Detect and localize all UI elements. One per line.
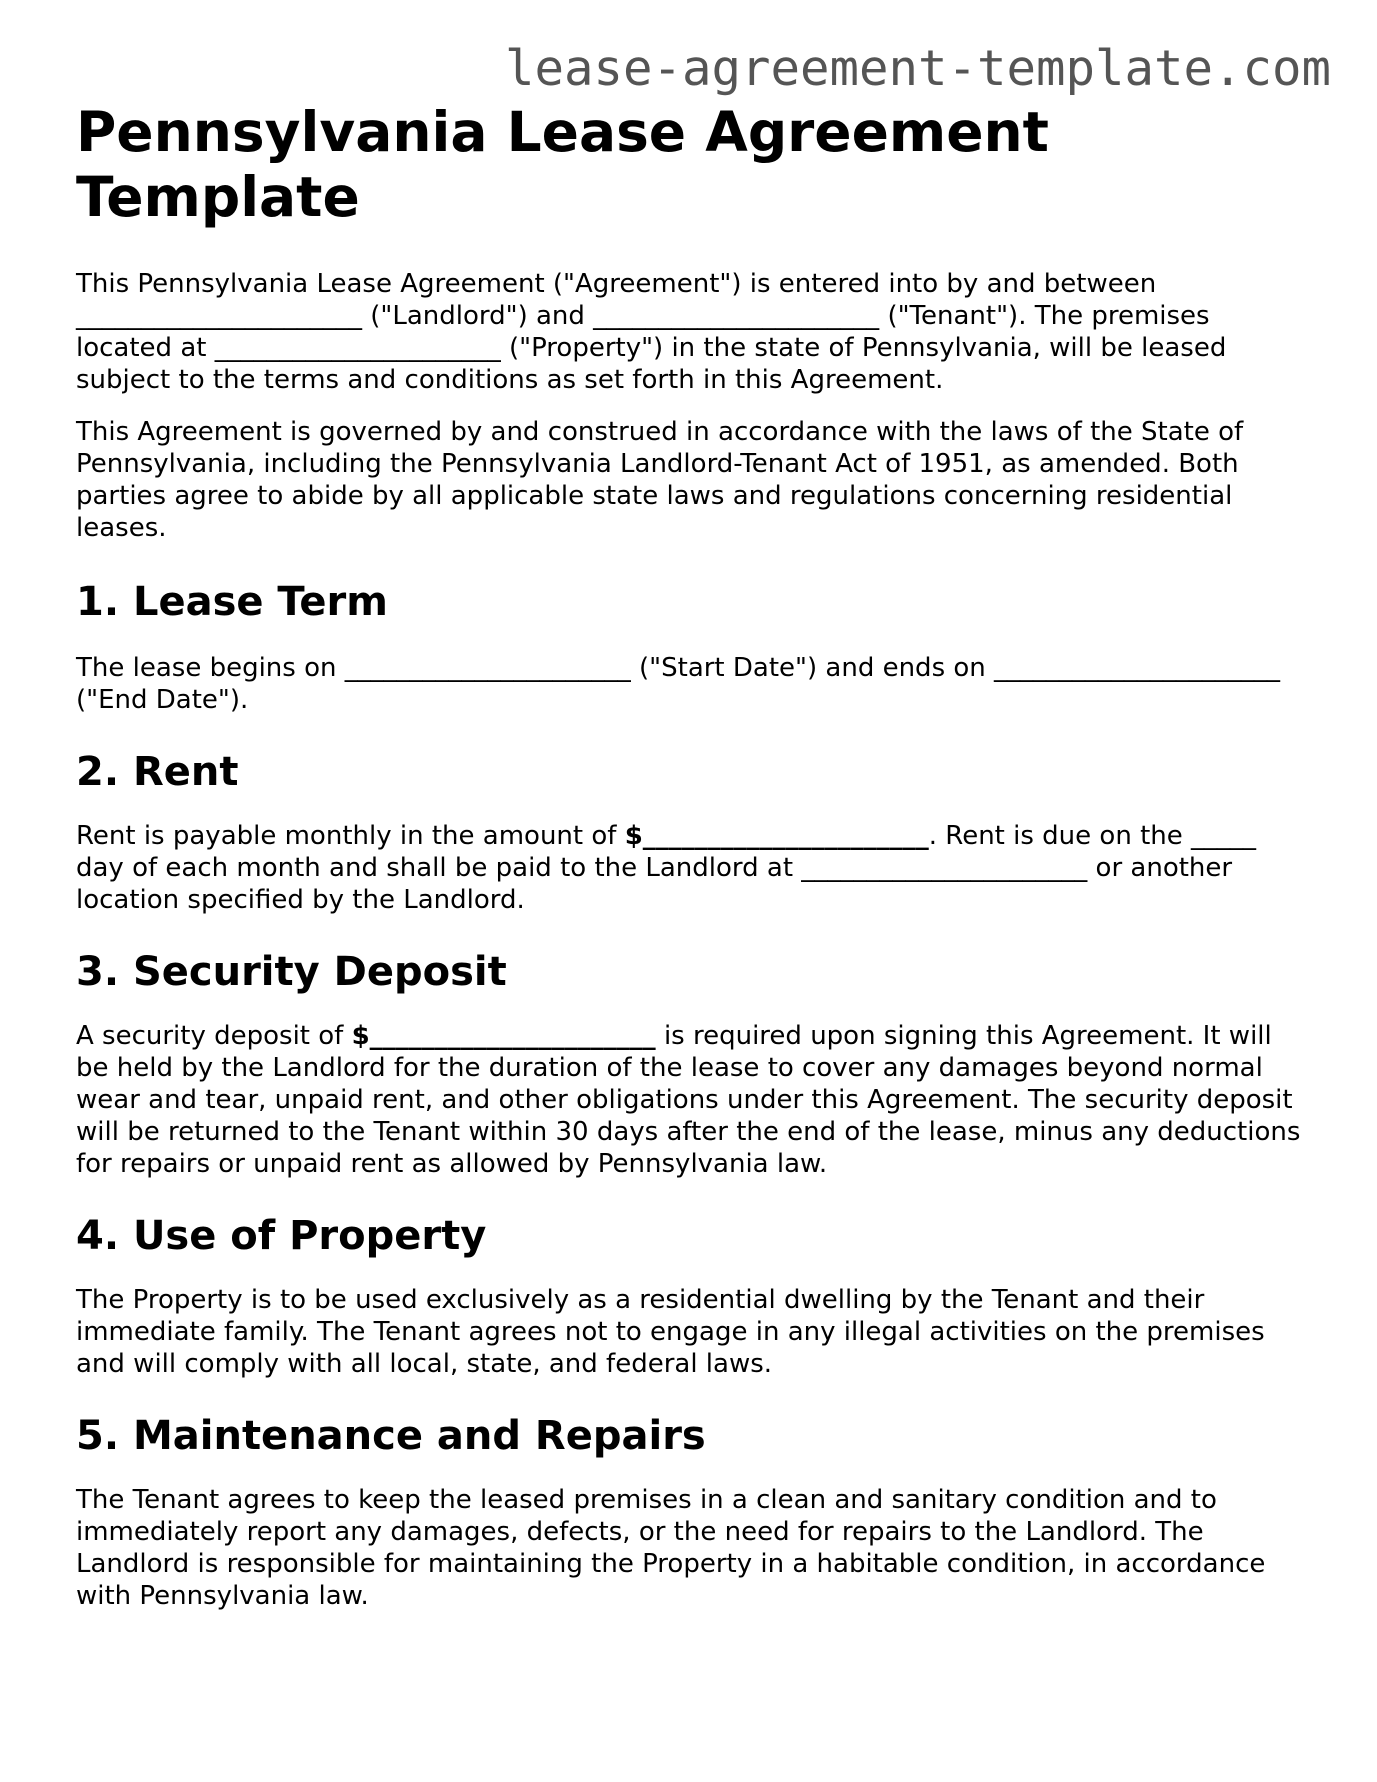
security-deposit-body <box>76 1020 1306 1180</box>
site-watermark: lease-agreement-template.com <box>504 40 1331 97</box>
section-heading-security-deposit: 3. Security Deposit <box>76 949 507 995</box>
deposit-amount-blank: $______________________ <box>351 1021 656 1051</box>
deposit-body-rest: is required upon signing this Agreement. It will be held by the Landlord for the duration of the lease to cover any damages beyond normal wear and tear, unpaid rent, and other obligations under this Agreement. The security deposit will be returned to the Tenant within 30 days after the end of the lease, minus any deductions for repairs or unpaid rent as allowed by Pennsylvania law. <box>76 1021 1301 1179</box>
section-heading-use-of-property: 4. Use of Property <box>76 1213 487 1259</box>
maintenance-body: The Tenant agrees to keep the leased premises in a clean and sanitary condition and to immediately report any damages, defects, or the need for repairs to the Landlord. The Landlord is responsible for maintaining the Property in a habitable condition, in accordance with Pennsylvania law. <box>76 1485 1266 1611</box>
use-of-property-body: The Property is to be used exclusively as a residential dwelling by the Tenant and their immediate family. The Tenant agrees not to engage in any illegal activities on the premises and will comply with all local, state, and federal laws. <box>76 1285 1265 1379</box>
governing-law-paragraph: This Agreement is governed by and construed in accordance with the laws of the State of Pennsylvania, including the Pennsylvania Landlord-Tenant Act of 1951, as amended. Both parties agree to abide by all applicable state laws and regulations concerning residential leases. <box>76 417 1244 543</box>
lease-term-body: The lease begins on ______________________ ("Start Date") and ends on ______________________ ("End Date"). <box>76 653 1281 715</box>
document-page <box>76 100 1306 1612</box>
rent-body-rest: . Rent is due on the _____ day of each month and shall be paid to the Landlord at ______________________ or another location specified by the Landlord. <box>76 821 1257 915</box>
intro-paragraph: This Pennsylvania Lease Agreement ("Agreement") is entered into by and between ______________________ ("Landlord") and ______________________ ("Tenant"). The premises located at ______________________ ("Property") in the state of Pennsylvania, will be leased subject to the terms and conditions as set forth in this Agreement. <box>76 269 1227 395</box>
rent-amount-blank: $______________________ <box>624 821 929 851</box>
deposit-body-lead: A security deposit of <box>76 1021 352 1051</box>
rent-body-lead: Rent is payable monthly in the amount of <box>76 821 625 851</box>
section-heading-lease-term: 1. Lease Term <box>76 579 388 625</box>
document-title: Pennsylvania Lease Agreement Template <box>76 100 1049 229</box>
section-heading-maintenance: 5. Maintenance and Repairs <box>76 1413 706 1459</box>
section-heading-rent: 2. Rent <box>76 749 239 795</box>
rent-body <box>76 820 1306 916</box>
